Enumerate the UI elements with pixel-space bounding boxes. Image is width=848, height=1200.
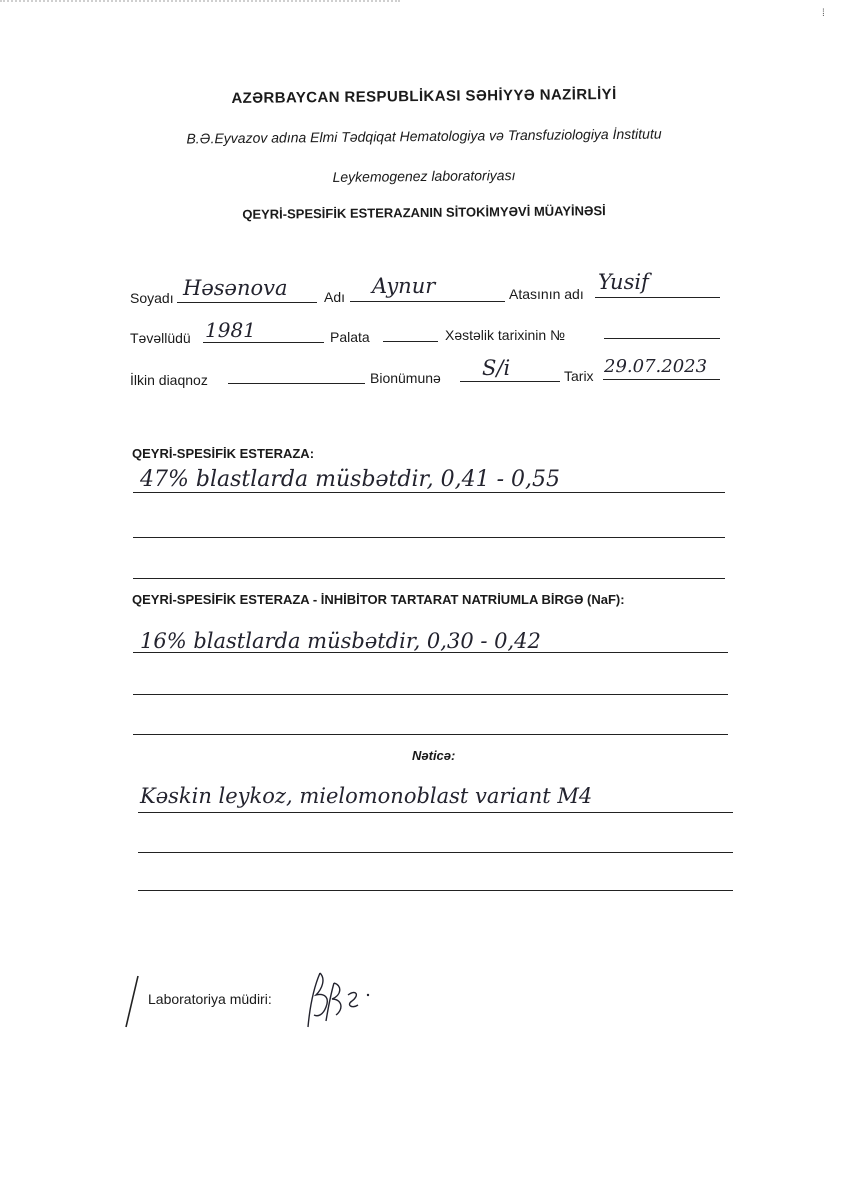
section2-line-2 <box>133 694 728 695</box>
handwritten-signature <box>296 965 376 1035</box>
sample-label: Bionümunə <box>370 370 441 386</box>
birth-label: Təvəllüdü <box>130 330 191 346</box>
scan-edge-dots <box>0 0 400 8</box>
conclusion-line-3 <box>138 890 733 891</box>
section1-line-3 <box>133 578 725 579</box>
ward-label: Palata <box>330 329 370 345</box>
conclusion-line-2 <box>138 852 733 853</box>
history-line <box>604 338 720 339</box>
father-value: Yusif <box>598 270 649 294</box>
section1-title: QEYRİ-SPESİFİK ESTERAZA: <box>132 446 315 461</box>
name-label: Adı <box>324 289 346 305</box>
institute-name: B.Ə.Eyvazov adına Elmi Tədqiqat Hematologiya və Transfuziologiya İnstitutu <box>186 125 662 147</box>
diagnosis-label: İlkin diaqnoz <box>130 372 208 388</box>
father-line <box>595 297 720 298</box>
section2-line-1 <box>133 652 728 653</box>
conclusion-line-1 <box>138 812 733 813</box>
name-value: Aynur <box>372 274 436 298</box>
section2-title: QEYRİ-SPESİFİK ESTERAZA - İNHİBİTOR TARTARAT NATRİUMLA BİRGƏ (NaF): <box>132 592 625 607</box>
date-value: 29.07.2023 <box>604 356 708 377</box>
test-title: QEYRİ-SPESİFİK ESTERAZANIN SİTOKİMYƏVİ MÜAYİNƏSİ <box>242 203 606 222</box>
birth-line <box>203 342 324 343</box>
conclusion-title: Nəticə: <box>412 748 456 763</box>
father-label: Atasının adı <box>509 286 584 302</box>
name-line <box>350 301 505 302</box>
section2-result: 16% blastlarda müsbətdir, 0,30 - 0,42 <box>140 629 541 653</box>
birth-value: 1981 <box>205 318 256 342</box>
signature-label: Laboratoriya müdiri: <box>148 991 272 1007</box>
conclusion-result: Kəskin leykoz, mielomonoblast variant M4 <box>140 784 593 808</box>
ward-line <box>383 341 438 342</box>
section1-line-1 <box>133 492 725 493</box>
date-line <box>603 379 720 380</box>
margin-tick-mark <box>118 972 148 1032</box>
sample-line <box>460 381 560 382</box>
section2-line-3 <box>133 734 728 735</box>
section1-line-2 <box>133 537 725 538</box>
scan-corner-mark: ⁞ <box>822 8 825 19</box>
section1-result: 47% blastlarda müsbətdir, 0,41 - 0,55 <box>140 467 560 492</box>
surname-value: Həsənova <box>183 276 288 300</box>
history-label: Xəstəlik tarixinin № <box>445 327 566 343</box>
surname-line <box>177 302 317 303</box>
ministry-title: AZƏRBAYCAN RESPUBLİKASI SƏHİYYƏ NAZİRLİYİ <box>231 85 617 108</box>
surname-label: Soyadı <box>130 290 174 306</box>
laboratory-name: Leykemogenez laboratoriyası <box>332 167 516 185</box>
date-label: Tarix <box>564 368 594 384</box>
diagnosis-line <box>228 383 365 384</box>
sample-value: S/i <box>482 356 511 380</box>
